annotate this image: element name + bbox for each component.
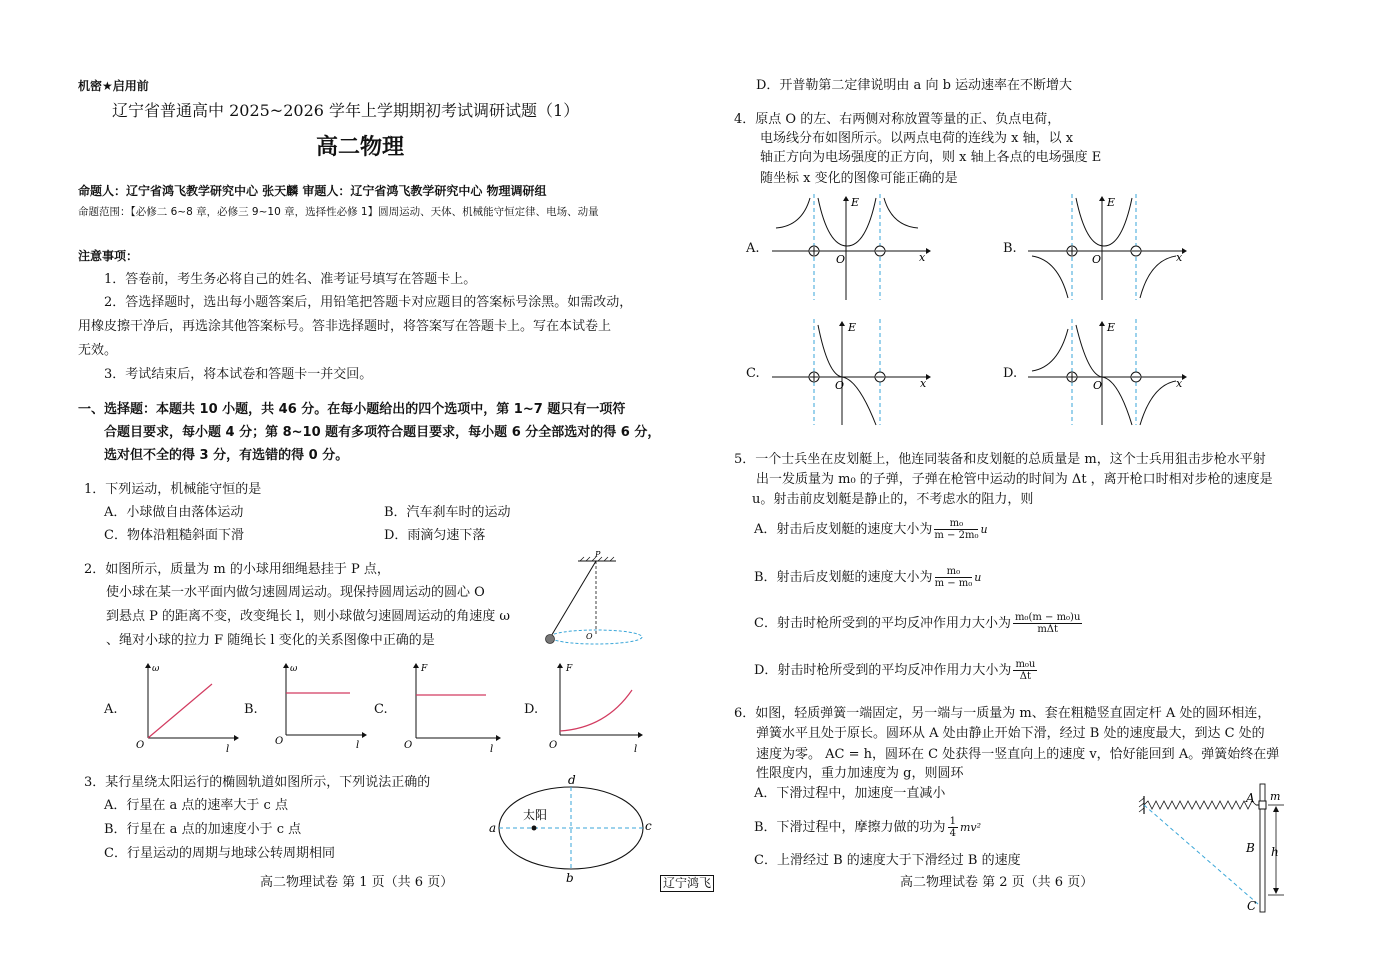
fraction xyxy=(1013,659,1037,682)
q5-option-c xyxy=(754,612,1084,635)
x-axis-label: x xyxy=(919,251,926,264)
q5-stem: 出一发质量为 m₀ 的子弹，子弹在枪管中运动的时间为 Δt ，离开枪口时相对步枪的速度是 xyxy=(756,472,1273,487)
x-axis-label: x xyxy=(1176,377,1183,390)
e-axis-label: E xyxy=(1107,321,1116,334)
q3-option-d: D．开普勒第二定律说明由 a 向 b 运动速率在不断增大 xyxy=(756,78,1073,93)
q5-stem: 5．一个士兵坐在皮划艇上，他连同装备和皮划艇的总质量是 m，这个士兵用狙击步枪水平射 xyxy=(734,452,1266,467)
q2-stem: 2．如图所示，质量为 m 的小球用细绳悬挂于 P 点， xyxy=(84,562,390,577)
notice-item: 用橡皮擦干净后，再选涂其他答案标号。答非选择题时，将答案写在答题卡上。写在本试卷上 xyxy=(78,319,612,334)
fraction-denominator: mΔt xyxy=(1037,624,1059,635)
page-title: 高二物理 xyxy=(316,134,405,160)
q6-stem: 6．如图，轻质弹簧一端固定，另一端与一质量为 m、套在粗糙竖直固定杆 A 处的圆环相连， xyxy=(734,706,1271,721)
q4-graph-c xyxy=(770,315,940,430)
point-c-label: C xyxy=(1247,899,1257,913)
height-label: h xyxy=(1271,845,1279,859)
page-footer-right: 高二物理试卷 第 2 页（共 6 页） xyxy=(900,875,1094,890)
scope-line: 命题范围：【必修二 6~8 章，必修三 9~10 章，选择性必修 1】圆周运动、天体、机械能守恒定律、电场、动量 xyxy=(78,206,599,218)
q4-stem: 4．原点 O 的左、右两侧对称放置等量的正、负点电荷， xyxy=(734,112,1061,127)
origin-label: O xyxy=(1092,253,1102,266)
q4-graph-a-label: A. xyxy=(746,241,760,256)
q3-option-c: C．行星运动的周期与地球公转周期相同 xyxy=(104,846,335,861)
spring xyxy=(1144,801,1256,809)
option-text: D．射击时枪所受到的平均反冲作用力大小为 xyxy=(754,663,1012,678)
mass-label: m xyxy=(1270,790,1281,803)
spring-rod-figure xyxy=(1132,780,1304,918)
q6-stem: 弹簧水平且处于原长。圆环从 A 处由静止开始下滑，经过 B 处的速度最大，到达 C 处的 xyxy=(756,726,1265,741)
q4-stem: 随坐标 x 变化的图像可能正确的是 xyxy=(760,171,958,186)
point-a-label: a xyxy=(489,821,497,835)
q4-graph-a xyxy=(770,190,940,305)
fraction-numerator: m₀u xyxy=(1015,659,1036,670)
origin-label: O xyxy=(136,740,145,751)
q2-graph-d-label: D. xyxy=(524,702,539,717)
q5-option-d xyxy=(754,659,1039,682)
q1-option-a: A．小球做自由落体运动 xyxy=(104,505,244,520)
fraction xyxy=(934,518,978,541)
option-text: B．射击后皮划艇的速度大小为 xyxy=(754,570,933,585)
fraction-numerator: m₀ xyxy=(935,566,973,578)
q2-stem: 、绳对小球的拉力 F 随绳长 l 变化的关系图像中正确的是 xyxy=(106,633,435,648)
section-heading: 选对但不全的得 3 分，有选错的得 0 分。 xyxy=(104,448,349,463)
origin-label: O xyxy=(1093,379,1103,392)
q4-graph-b-label: B. xyxy=(1003,241,1017,256)
y-axis-label: F xyxy=(421,664,428,674)
fraction-numerator: m₀ xyxy=(934,518,978,530)
option-tail: u xyxy=(980,523,988,536)
q3-stem: 3．某行星绕太阳运行的椭圆轨道如图所示，下列说法正确的 xyxy=(84,775,431,790)
publisher-stamp: 辽宁鸿飞 xyxy=(660,875,714,892)
q1-option-d: D．雨滴匀速下落 xyxy=(384,528,486,543)
ring xyxy=(1259,801,1266,809)
q6-stem: 速度为零。 AC = h，圆环在 C 处获得一竖直向上的速度 v，恰好能回到 A。弹簧始终在弹 xyxy=(756,747,1280,762)
origin-label: O xyxy=(404,740,413,751)
sun-label: 太阳 xyxy=(523,808,548,822)
q5-stem: u。射击前皮划艇是静止的，不考虑水的阻力，则 xyxy=(752,492,1034,507)
q2-graph-b-label: B. xyxy=(244,702,258,717)
q4-graph-d-label: D. xyxy=(1003,366,1018,381)
x-axis-label: l xyxy=(490,744,494,752)
e-axis-label: E xyxy=(848,321,857,334)
q4-graph-b xyxy=(1026,190,1196,305)
q2-graph-a-label: A. xyxy=(104,702,118,717)
origin-label: O xyxy=(835,379,845,392)
exam-title: 辽宁省普通高中 2025~2026 学年上学期期初考试调研试题（1） xyxy=(112,101,580,120)
q4-graph-d xyxy=(1026,315,1196,430)
q2-stem: 到悬点 P 的距离不变，改变绳长 l，则小球做匀速圆周运动的角速度 ω xyxy=(106,609,511,624)
notice-item: 2．答选择题时，选出每小题答案后，用铅笔把答题卡对应题目的答案标号涂黑。如需改动， xyxy=(104,295,633,310)
option-tail: u xyxy=(974,571,982,584)
option-text: C．射击时枪所受到的平均反冲作用力大小为 xyxy=(754,616,1011,631)
fraction-denominator: Δt xyxy=(1019,671,1032,682)
x-axis-label: l xyxy=(226,744,230,752)
secret-label: 机密★启用前 xyxy=(78,79,149,93)
option-text: A．射击后皮划艇的速度大小为 xyxy=(754,522,933,537)
y-axis-label: ω xyxy=(290,664,298,674)
q2-graph-a xyxy=(130,660,240,752)
q2-stem: 使小球在某一水平面内做匀速圆周运动。现保持圆周运动的圆心 O xyxy=(106,585,485,600)
section-heading: 一、选择题：本题共 10 小题，共 46 分。在每小题给出的四个选项中，第 1~7 题只有一项符 xyxy=(78,402,626,417)
x-axis-label: x xyxy=(1176,251,1183,264)
point-p-label: P xyxy=(595,550,601,559)
fraction xyxy=(935,566,973,589)
point-d-label: d xyxy=(568,773,576,787)
y-axis-label: ω xyxy=(152,664,160,674)
point-b-label: b xyxy=(566,871,574,885)
q5-option-a xyxy=(754,518,988,541)
notice-item: 1．答卷前，考生务必将自己的姓名、准考证号填写在答题卡上。 xyxy=(104,272,477,287)
fraction-denominator: m − 2m₀ xyxy=(934,530,979,541)
q2-graph-c xyxy=(400,660,504,752)
notice-item: 无效。 xyxy=(78,343,118,358)
q3-option-a: A．行星在 a 点的速率大于 c 点 xyxy=(104,798,288,813)
q2-graph-b xyxy=(270,660,370,752)
point-a-label: A xyxy=(1246,791,1255,805)
fraction-denominator: 4 xyxy=(949,828,956,839)
fraction xyxy=(948,816,958,839)
e-axis-label: E xyxy=(1107,196,1116,209)
q6-option-b xyxy=(754,816,981,839)
page-footer-left: 高二物理试卷 第 1 页（共 6 页） xyxy=(260,875,454,890)
x-axis-label: l xyxy=(356,740,360,751)
origin-label: O xyxy=(275,736,284,747)
point-c-label: c xyxy=(645,819,652,833)
q1-option-b: B．汽车刹车时的运动 xyxy=(384,505,511,520)
q1-option-c: C．物体沿粗糙斜面下滑 xyxy=(104,528,244,543)
q4-stem: 轴正方向为电场强度的正方向，则 x 轴上各点的电场强度 E xyxy=(760,150,1102,165)
q5-option-b xyxy=(754,566,981,589)
fraction-numerator: m₀(m − m₀)u xyxy=(1014,612,1081,623)
authors-line: 命题人：辽宁省鸿飞教学研究中心 张天麟 审题人：辽宁省鸿飞教学研究中心 物理调研组 xyxy=(78,184,547,198)
notice-title: 注意事项： xyxy=(78,249,139,263)
notice-item: 3．考试结束后，将本试卷和答题卡一并交回。 xyxy=(104,367,373,382)
origin-label: O xyxy=(836,253,846,266)
q2-graph-c-label: C. xyxy=(374,702,388,717)
x-axis-label: x xyxy=(920,377,927,390)
q6-stem: 性限度内，重力加速度为 g，则圆环 xyxy=(756,766,964,781)
option-text: B．下滑过程中，摩擦力做的功为 xyxy=(754,820,946,835)
q2-graph-d xyxy=(546,660,646,752)
section-heading: 合题目要求，每小题 4 分；第 8~10 题有多项符合题目要求，每小题 6 分全部选对的得 6 分， xyxy=(104,425,661,440)
q6-option-a: A．下滑过程中，加速度一直减小 xyxy=(754,786,946,801)
y-axis-label: F xyxy=(566,664,573,674)
q1-stem: 1．下列运动，机械能守恒的是 xyxy=(84,482,262,497)
point-b-label: B xyxy=(1246,841,1255,855)
origin-label: O xyxy=(549,740,558,751)
option-tail: mv² xyxy=(959,821,981,834)
fraction-numerator: 1 xyxy=(949,816,956,827)
q6-option-c: C．上滑经过 B 的速度大于下滑经过 B 的速度 xyxy=(754,853,1021,868)
e-axis-label: E xyxy=(851,196,860,209)
fraction-denominator: m − m₀ xyxy=(934,578,973,589)
x-axis-label: l xyxy=(634,744,638,752)
point-o-label: O xyxy=(586,632,593,641)
q3-option-b: B．行星在 a 点的加速度小于 c 点 xyxy=(104,822,302,837)
ball xyxy=(546,635,555,644)
q4-graph-c-label: C. xyxy=(746,366,760,381)
orbit-figure xyxy=(484,770,660,885)
pendulum-figure xyxy=(538,548,650,652)
fraction xyxy=(1013,612,1082,635)
sun-dot xyxy=(532,826,537,831)
q4-stem: 电场线分布如图所示。以两点电荷的连线为 x 轴，以 x xyxy=(760,131,1074,146)
